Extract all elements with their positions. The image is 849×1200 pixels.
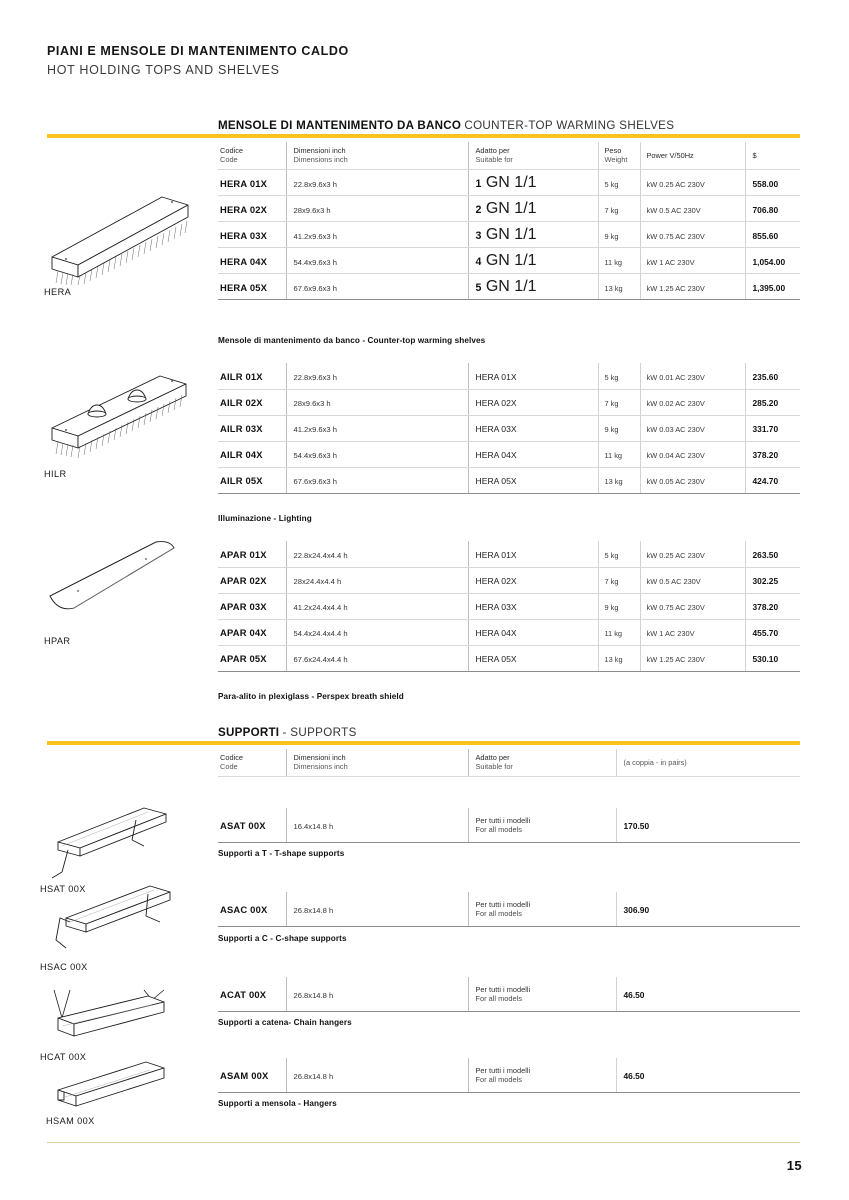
cell-price: 558.00: [752, 178, 779, 189]
table-row: [218, 619, 800, 645]
table-row: [218, 415, 800, 441]
figure-label: HSAC 00X: [40, 962, 88, 972]
cell-dimensions: 28x9.6x3 h: [293, 399, 331, 408]
header-code-en: Code: [220, 155, 238, 165]
cell-price: 235.60: [752, 371, 779, 382]
cell-price: 46.50: [623, 989, 645, 1000]
cell-power: kW 0.04 AC 230V: [646, 451, 705, 460]
table-row: [218, 541, 800, 567]
header-dim-en: Dimensions inch: [293, 155, 348, 165]
cell-power: kW 0.25 AC 230V: [646, 550, 705, 560]
cell-code: HERA 04X: [220, 255, 268, 267]
cell-power: kW 0.5 AC 230V: [646, 577, 701, 586]
table-row: [218, 441, 800, 467]
figure-hsam: [46, 1056, 196, 1126]
figure-hcat: [40, 988, 190, 1062]
cell-suitable-for-it: Per tutti i modelli: [475, 899, 531, 909]
cell-power: kW 1.25 AC 230V: [646, 283, 705, 293]
group-caption-hangers: Supporti a mensola - Hangers: [218, 1099, 337, 1108]
hsac-illustration: [40, 878, 190, 960]
table-row: [218, 593, 800, 619]
cell-suitable-for: HERA 04X: [475, 628, 517, 638]
header-code-it: Codice: [220, 146, 244, 155]
cell-code: AILR 05X: [220, 475, 263, 486]
figure-label: HPAR: [44, 636, 71, 646]
header-suit-it: Adatto per: [475, 753, 510, 762]
figure-label: HSAT 00X: [40, 884, 86, 894]
header-weight-it: Peso: [604, 146, 622, 155]
section-rule-warming-shelves: [47, 134, 800, 138]
cell-power: kW 0.75 AC 230V: [646, 603, 705, 612]
section-heading-en: COUNTER-TOP WARMING SHELVES: [464, 119, 675, 132]
table-apar: [218, 541, 800, 672]
section-heading-supports-en: - SUPPORTS: [282, 726, 357, 739]
group-caption-hera: Mensole di mantenimento da banco - Counter-top warming shelves: [218, 336, 486, 345]
cell-suitable-for: HERA 01X: [475, 371, 517, 382]
section-heading-supports: [218, 726, 357, 739]
hsat-illustration: [40, 800, 190, 882]
header-dim-it: Dimensioni inch: [293, 753, 346, 762]
cell-power: kW 0.5 AC 230V: [646, 205, 701, 215]
cell-suitable-for: HERA 02X: [475, 398, 517, 408]
cell-price: 378.20: [752, 450, 779, 460]
table-row: [218, 892, 800, 926]
header-code-it: Codice: [220, 753, 244, 762]
table-row: [218, 222, 800, 248]
table-supports-header: [218, 749, 800, 777]
cell-power: kW 0.02 AC 230V: [646, 399, 705, 408]
table-ailr: [218, 363, 800, 494]
cell-price: 285.20: [752, 398, 779, 408]
cell-code: AILR 02X: [220, 397, 263, 408]
cell-code: APAR 05X: [220, 653, 267, 664]
table-row: [218, 467, 800, 493]
cell-code: APAR 01X: [220, 548, 267, 560]
cell-suitable-for: HERA 04X: [475, 450, 517, 460]
cell-weight: 7 kg: [604, 577, 619, 586]
cell-suitable-for: HERA 02X: [475, 576, 517, 586]
table-support-acat: [218, 977, 800, 1012]
cell-code: ASAC 00X: [220, 903, 268, 915]
cell-dimensions: 26.8x14.8 h: [293, 990, 334, 1000]
group-caption-breath-shield: Para-alito in plexiglass - Perspex breath shield: [218, 692, 404, 701]
cell-dimensions: 54.4x9.6x3 h: [293, 257, 337, 267]
hcat-illustration: [40, 988, 190, 1050]
cell-price: 302.25: [752, 576, 779, 586]
table-header-row: [218, 142, 800, 170]
cell-dimensions: 54.4x9.6x3 h: [293, 451, 337, 460]
cell-suitable-for: HERA 05X: [475, 654, 517, 664]
cell-code: AILR 01X: [220, 370, 263, 382]
cell-code: HERA 03X: [220, 229, 268, 241]
cell-price: 706.80: [752, 204, 779, 215]
cell-code: ACAT 00X: [220, 988, 267, 1000]
cell-suitable-for-en: For all models: [475, 993, 522, 1003]
cell-suitable-for-en: For all models: [475, 824, 522, 834]
table-row: [218, 645, 800, 671]
hera-illustration: [44, 185, 194, 285]
cell-weight: 13 kg: [604, 655, 623, 664]
cell-power: kW 1 AC 230V: [646, 257, 695, 267]
header-price: $: [752, 150, 757, 160]
cell-weight: 13 kg: [604, 283, 623, 293]
cell-suitable-for: HERA 03X: [475, 424, 517, 434]
cell-weight: 11 kg: [604, 257, 623, 267]
cell-code: APAR 04X: [220, 627, 267, 638]
header-suit-en: Suitable for: [475, 155, 513, 165]
cell-price: 331.70: [752, 424, 779, 434]
cell-suitable-for-it: Per tutti i modelli: [475, 815, 531, 825]
cell-gn-unit: GN 1/1: [485, 225, 537, 243]
cell-code: HERA 01X: [220, 177, 268, 189]
hsam-illustration: [46, 1056, 196, 1114]
header-weight-en: Weight: [604, 155, 628, 165]
cell-power: kW 1 AC 230V: [646, 629, 695, 638]
footer-divider: [47, 1142, 800, 1143]
cell-weight: 5 kg: [604, 179, 619, 189]
table-hera: [218, 142, 800, 300]
cell-gn-qty: 3: [475, 229, 482, 242]
cell-dimensions: 22.8x9.6x3 h: [293, 372, 337, 382]
figure-label: HCAT 00X: [40, 1052, 87, 1062]
cell-weight: 7 kg: [604, 399, 619, 408]
cell-price: 1,395.00: [752, 282, 786, 293]
cell-dimensions: 22.8x9.6x3 h: [293, 179, 337, 189]
cell-price: 46.50: [623, 1070, 645, 1081]
cell-weight: 11 kg: [604, 451, 623, 460]
figure-label: HERA: [44, 287, 72, 297]
cell-power: kW 0.01 AC 230V: [646, 372, 705, 382]
hpar-illustration: [44, 534, 194, 634]
cell-gn-qty: 4: [475, 255, 482, 268]
cell-gn-qty: 5: [475, 281, 482, 294]
cell-dimensions: 28x9.6x3 h: [293, 205, 331, 215]
cell-suitable-for-it: Per tutti i modelli: [475, 1065, 531, 1075]
cell-gn-unit: GN 1/1: [485, 199, 537, 217]
table-row: [218, 170, 800, 196]
cell-suitable-for-en: For all models: [475, 908, 522, 918]
cell-weight: 13 kg: [604, 477, 623, 486]
cell-dimensions: 67.6x9.6x3 h: [293, 477, 337, 486]
cell-price: 1,054.00: [752, 256, 786, 267]
cell-weight: 9 kg: [604, 231, 619, 241]
cell-dimensions: 28x24.4x4.4 h: [293, 577, 342, 586]
table-row: [218, 389, 800, 415]
header-price-pairs: (a coppia - in pairs): [623, 757, 687, 767]
hilr-illustration: [44, 372, 194, 467]
cell-code: AILR 03X: [220, 423, 263, 434]
table-row: [218, 1058, 800, 1092]
group-caption-chain-hangers: Supporti a catena- Chain hangers: [218, 1018, 352, 1027]
cell-code: AILR 04X: [220, 449, 263, 460]
cell-price: 530.10: [752, 654, 779, 664]
table-support-asam: [218, 1058, 800, 1093]
cell-dimensions: 41.2x24.4x4.4 h: [293, 603, 348, 612]
cell-weight: 7 kg: [604, 205, 619, 215]
cell-price: 378.20: [752, 602, 779, 612]
table-row: [218, 567, 800, 593]
cell-suitable-for: HERA 03X: [475, 602, 517, 612]
page-subtitle: HOT HOLDING TOPS AND SHELVES: [47, 63, 280, 77]
cell-code: HERA 05X: [220, 281, 268, 293]
cell-gn-unit: GN 1/1: [485, 173, 537, 191]
cell-weight: 11 kg: [604, 629, 623, 638]
cell-dimensions: 26.8x14.8 h: [293, 1071, 334, 1081]
figure-label: HSAM 00X: [46, 1116, 95, 1126]
cell-code: APAR 02X: [220, 575, 267, 586]
header-dim-it: Dimensioni inch: [293, 146, 346, 155]
cell-gn-unit: GN 1/1: [485, 277, 537, 295]
page-number: 15: [786, 1158, 802, 1173]
cell-dimensions: 26.8x14.8 h: [293, 905, 334, 915]
cell-dimensions: 16.4x14.8 h: [293, 821, 334, 831]
cell-code: ASAT 00X: [220, 819, 266, 831]
group-caption-c-supports: Supporti a C - C-shape supports: [218, 934, 347, 943]
group-caption-lighting: Illuminazione - Lighting: [218, 514, 312, 523]
cell-dimensions: 22.8x24.4x4.4 h: [293, 550, 348, 560]
cell-dimensions: 67.6x9.6x3 h: [293, 283, 337, 293]
figure-hsac: [40, 878, 190, 972]
cell-suitable-for-it: Per tutti i modelli: [475, 984, 531, 994]
header-suit-it: Adatto per: [475, 146, 510, 155]
section-heading-warming-shelves: [218, 119, 674, 132]
cell-dimensions: 54.4x24.4x4.4 h: [293, 629, 348, 638]
cell-code: HERA 02X: [220, 203, 268, 215]
cell-power: kW 0.05 AC 230V: [646, 477, 705, 486]
cell-gn-unit: GN 1/1: [485, 251, 537, 269]
cell-power: kW 0.75 AC 230V: [646, 231, 705, 241]
cell-power: kW 0.25 AC 230V: [646, 179, 705, 189]
cell-dimensions: 41.2x9.6x3 h: [293, 231, 337, 241]
figure-hilr: [44, 372, 194, 479]
cell-dimensions: 67.6x24.4x4.4 h: [293, 655, 348, 664]
cell-weight: 9 kg: [604, 603, 619, 612]
table-header-row: [218, 749, 800, 777]
section-heading-it: MENSOLE DI MANTENIMENTO DA BANCO: [218, 119, 462, 132]
cell-price: 424.70: [752, 476, 779, 486]
table-row: [218, 196, 800, 222]
table-row: [218, 248, 800, 274]
cell-price: 855.60: [752, 230, 779, 241]
table-row: [218, 808, 800, 842]
cell-price: 306.90: [623, 904, 650, 915]
cell-gn-qty: 2: [475, 203, 482, 216]
figure-hpar: [44, 534, 194, 646]
cell-code: ASAM 00X: [220, 1069, 269, 1081]
cell-power: kW 1.25 AC 230V: [646, 655, 705, 664]
table-support-asac: [218, 892, 800, 927]
figure-hera: [44, 185, 194, 297]
table-row: [218, 977, 800, 1011]
page-title: PIANI E MENSOLE DI MANTENIMENTO CALDO: [47, 44, 349, 58]
cell-price: 170.50: [623, 820, 650, 831]
table-row: [218, 363, 800, 389]
table-support-asat: [218, 808, 800, 843]
header-power: Power V/50Hz: [646, 150, 694, 160]
cell-price: 455.70: [752, 628, 779, 638]
cell-suitable-for-en: For all models: [475, 1074, 522, 1084]
header-dim-en: Dimensions inch: [293, 762, 348, 772]
page-title-block: [47, 44, 349, 78]
cell-weight: 5 kg: [604, 372, 619, 382]
cell-code: APAR 03X: [220, 601, 267, 612]
cell-weight: 9 kg: [604, 425, 619, 434]
header-suit-en: Suitable for: [475, 762, 513, 772]
section-heading-supports-it: SUPPORTI: [218, 726, 280, 739]
cell-price: 263.50: [752, 549, 779, 560]
cell-gn-qty: 1: [475, 177, 482, 190]
header-code-en: Code: [220, 762, 238, 772]
cell-suitable-for: HERA 01X: [475, 549, 517, 560]
group-caption-t-supports: Supporti a T - T-shape supports: [218, 849, 345, 858]
cell-power: kW 0.03 AC 230V: [646, 425, 705, 434]
figure-label: HILR: [44, 469, 67, 479]
section-rule-supports: [47, 741, 800, 745]
table-row: [218, 274, 800, 300]
cell-dimensions: 41.2x9.6x3 h: [293, 425, 337, 434]
cell-weight: 5 kg: [604, 550, 619, 560]
cell-suitable-for: HERA 05X: [475, 476, 517, 486]
